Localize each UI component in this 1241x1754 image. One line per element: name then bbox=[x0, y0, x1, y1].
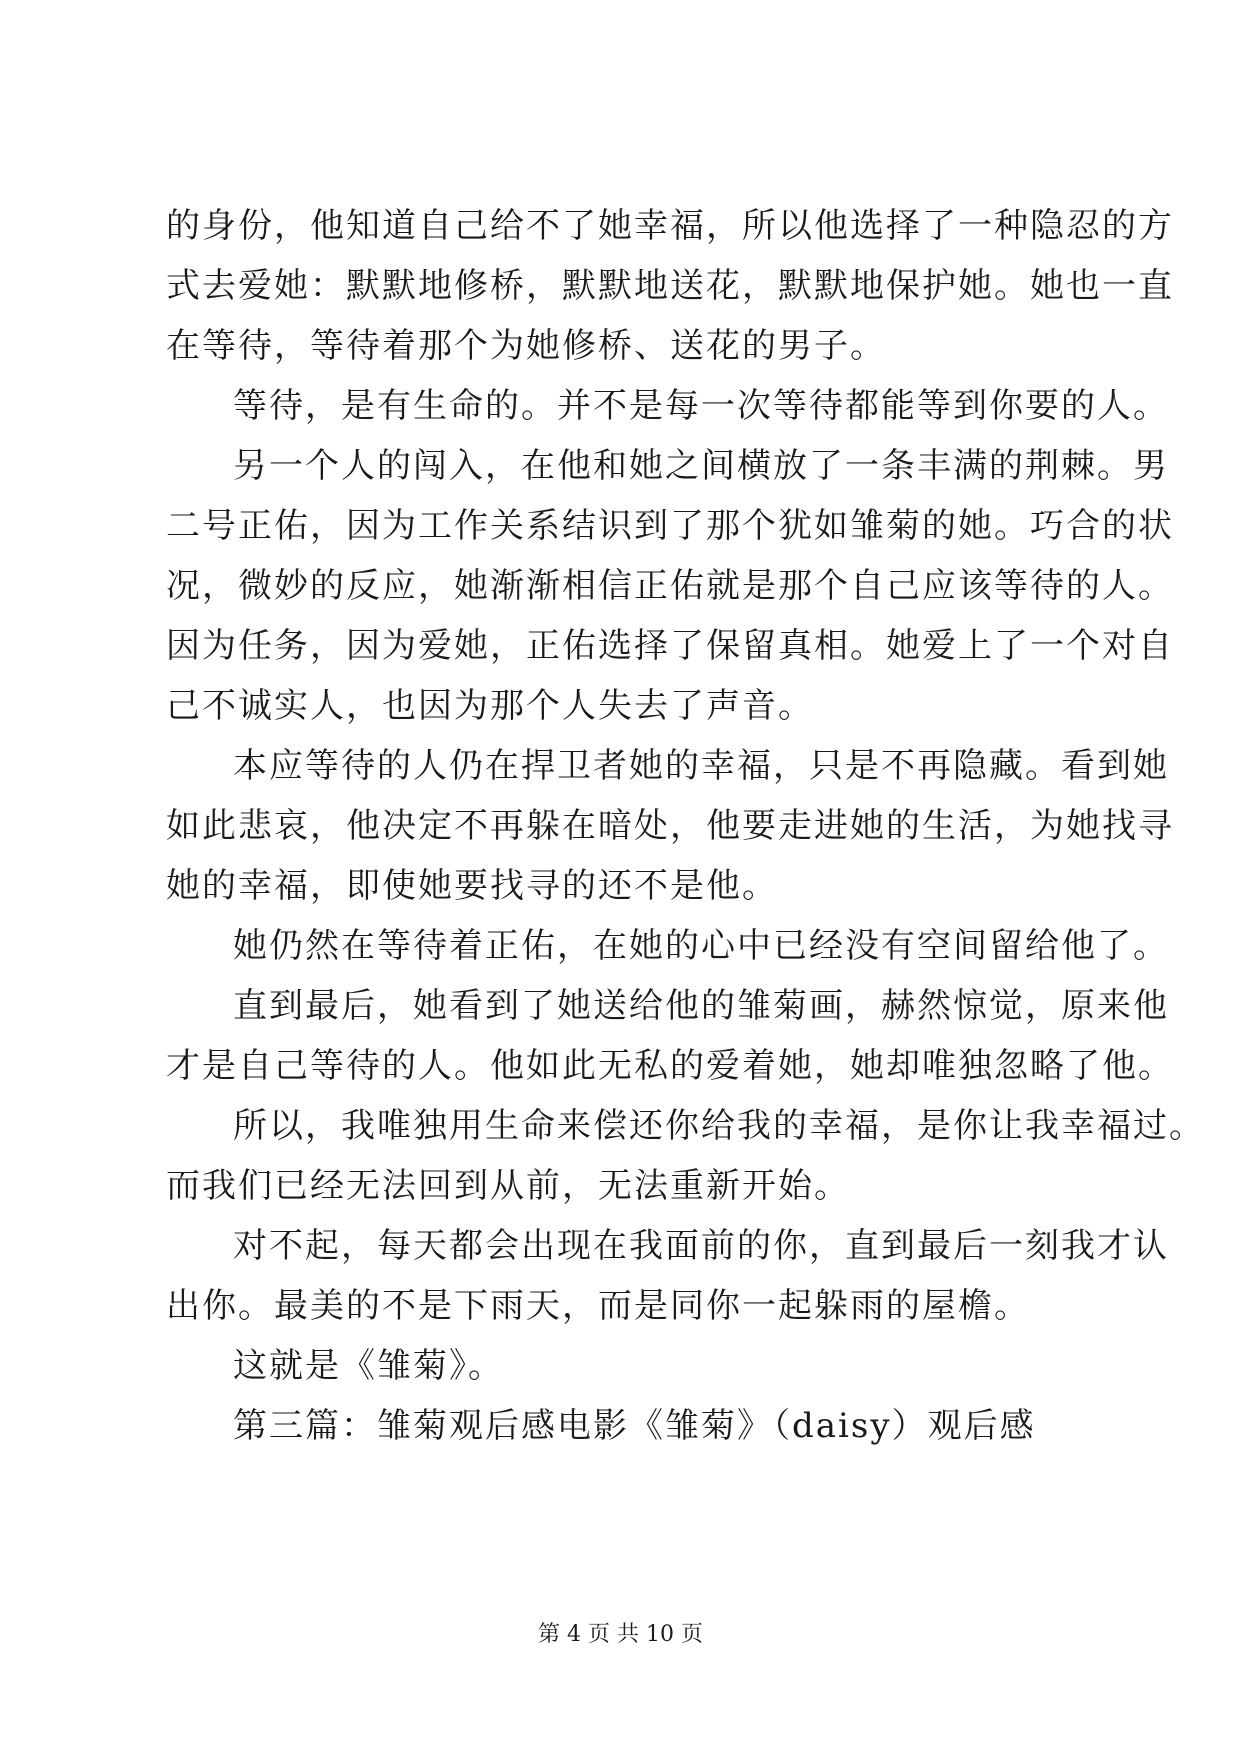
paragraph-line: 二号正佑，因为工作关系结识到了那个犹如雏菊的她。巧合的状 bbox=[166, 506, 1174, 546]
paragraph-line: 况，微妙的反应，她渐渐相信正佑就是那个自己应该等待的人。 bbox=[166, 566, 1174, 606]
paragraph-line: 如此悲哀，他决定不再躲在暗处，他要走进她的生活，为她找寻 bbox=[166, 806, 1174, 846]
section-heading: 第三篇：雏菊观后感电影《雏菊》（daisy）观后感 bbox=[233, 1406, 1036, 1446]
paragraph-line: 等待，是有生命的。并不是每一次等待都能等到你要的人。 bbox=[233, 386, 1169, 426]
paragraph-line: 己不诚实人，也因为那个人失去了声音。 bbox=[166, 686, 814, 726]
paragraph-line: 式去爱她：默默地修桥，默默地送花，默默地保护她。她也一直 bbox=[166, 266, 1174, 306]
paragraph-line: 所以，我唯独用生命来偿还你给我的幸福，是你让我幸福过。 bbox=[233, 1106, 1205, 1146]
paragraph-line: 才是自己等待的人。他如此无私的爱着她，她却唯独忽略了他。 bbox=[166, 1046, 1174, 1086]
paragraph-line: 因为任务，因为爱她，正佑选择了保留真相。她爱上了一个对自 bbox=[166, 626, 1174, 666]
paragraph-line: 的身份，他知道自己给不了她幸福，所以他选择了一种隐忍的方 bbox=[166, 206, 1174, 246]
paragraph-line: 对不起，每天都会出现在我面前的你，直到最后一刻我才认 bbox=[233, 1226, 1169, 1266]
page-footer: 第 4 页 共 10 页 bbox=[538, 1622, 703, 1647]
paragraph-line: 她的幸福，即使她要找寻的还不是他。 bbox=[166, 866, 778, 906]
paragraph-line: 出你。最美的不是下雨天，而是同你一起躲雨的屋檐。 bbox=[166, 1286, 1030, 1326]
paragraph-line: 她仍然在等待着正佑，在她的心中已经没有空间留给他了。 bbox=[233, 926, 1169, 966]
paragraph-line: 直到最后，她看到了她送给他的雏菊画，赫然惊觉，原来他 bbox=[233, 986, 1169, 1026]
paragraph-line: 这就是《雏菊》。 bbox=[233, 1346, 504, 1386]
paragraph-line: 而我们已经无法回到从前，无法重新开始。 bbox=[166, 1166, 850, 1206]
paragraph-line: 在等待，等待着那个为她修桥、送花的男子。 bbox=[166, 326, 886, 366]
paragraph-line: 本应等待的人仍在捍卫者她的幸福，只是不再隐藏。看到她 bbox=[233, 746, 1169, 786]
paragraph-line: 另一个人的闯入，在他和她之间横放了一条丰满的荆棘。男 bbox=[233, 446, 1169, 486]
